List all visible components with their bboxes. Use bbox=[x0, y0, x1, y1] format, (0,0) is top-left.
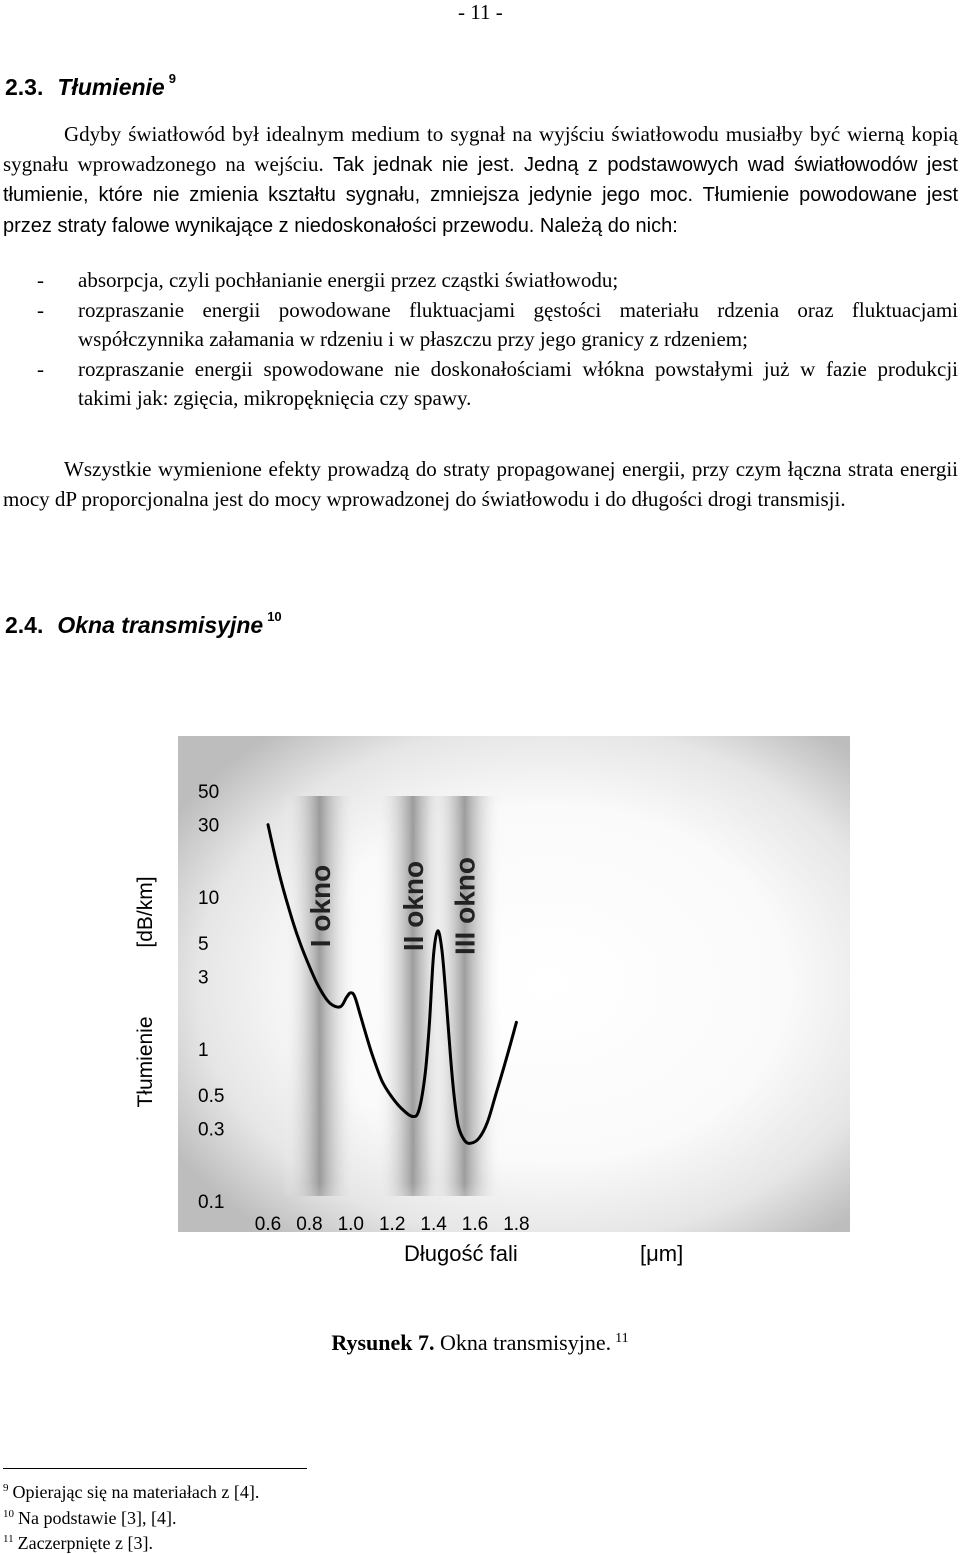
list-item: - rozpraszanie energii spowodowane nie doskonałościami włókna powstałymi już w fazie produkcji takimi jak: zgięcia, mikropęknięcia czy spawy. bbox=[37, 356, 958, 410]
section-number: 2.3. bbox=[5, 74, 44, 100]
x-axis-label: Długość fali bbox=[404, 1241, 518, 1266]
window-label-3: III okno bbox=[449, 857, 481, 955]
section-number: 2.4. bbox=[5, 612, 44, 638]
page-number: - 11 - bbox=[458, 0, 503, 24]
paragraph-text-serif: Gdyby światłowód był idealnym medium to sygnał na wyjściu światłowodu musiałby być wierną kopią sygnału wprowadzonego na wejściu. bbox=[3, 122, 958, 176]
section-title: Tłumienie bbox=[57, 74, 165, 100]
footnote-11: $^{11}$ Zaczerpnięte z [3]. bbox=[3, 1533, 153, 1553]
list-item: - absorpcja, czyli pochłanianie energii przez cząstki światłowodu; bbox=[37, 268, 619, 292]
footnote-ref: 10 bbox=[267, 609, 282, 625]
paragraph-intro bbox=[3, 120, 958, 241]
y-tick-label: 0.3 bbox=[198, 1119, 225, 1141]
chart-background bbox=[178, 736, 850, 1232]
x-tick-label: 1.6 bbox=[461, 1214, 489, 1235]
window-band-3 bbox=[427, 796, 503, 1196]
section-title: Okna transmisyjne bbox=[57, 612, 264, 638]
loss-causes-list bbox=[3, 266, 958, 414]
section-heading-2-3 bbox=[5, 71, 176, 101]
y-axis-unit: [dB/km] bbox=[134, 876, 157, 948]
caption-text: Okna transmisyjne. bbox=[440, 1330, 612, 1355]
footnote-separator bbox=[3, 1468, 307, 1469]
y-tick-label: 5 bbox=[198, 933, 209, 955]
section-heading-2-4 bbox=[5, 609, 282, 639]
footnote-9: $^9$ Opierając się na materiałach z [4]. bbox=[3, 1482, 260, 1502]
caption-label: Rysunek 7. bbox=[331, 1330, 435, 1355]
list-item: - rozpraszanie energii powodowane fluktuacjami gęstości materiału rdzenia oraz fluktuacjami współczynnika załamania w rdzeniu i w płaszczu przy jego granicy z rdzeniem; bbox=[37, 297, 958, 351]
paragraph-text-sans: Tak jednak nie jest. Jedną z podstawowych wad światłowodów jest tłumienie, które nie zmienia kształtu sygnału, zmniejsza jedynie jego moc. Tłumienie powodowane jest przez straty falowe wynikające z niedoskonałości przewodu. Należą do nich: bbox=[3, 153, 958, 237]
x-tick-label: 1.0 bbox=[337, 1214, 365, 1235]
y-axis-label: Tłumienie bbox=[134, 1016, 157, 1108]
x-tick-label: 1.4 bbox=[420, 1214, 447, 1235]
transmission-windows bbox=[282, 796, 503, 1196]
attenuation-chart bbox=[178, 736, 850, 1276]
y-tick-label: 50 bbox=[198, 782, 220, 803]
window-label-2: II okno bbox=[397, 860, 429, 952]
x-axis-unit: [μm] bbox=[640, 1241, 684, 1266]
y-tick-label: 3 bbox=[198, 967, 209, 989]
x-tick-label: 1.8 bbox=[503, 1214, 530, 1235]
footnote-ref: 9 bbox=[168, 71, 176, 87]
y-axis-label-group bbox=[131, 812, 157, 1122]
window-label-1: I okno bbox=[304, 864, 336, 948]
x-tick-label: 1.2 bbox=[378, 1214, 406, 1235]
y-tick-label: 30 bbox=[198, 815, 220, 837]
y-tick-label: 1 bbox=[198, 1040, 209, 1062]
y-tick-label: 0.5 bbox=[198, 1085, 225, 1107]
paragraph-summary: Wszystkie wymienione efekty prowadzą do straty propagowanej energii, przy czym łączna strata energii mocy dP proporcjonalna jest do mocy wprowadzonej do światłowodu i do długości drogi transmisji. bbox=[3, 457, 958, 511]
y-tick-label: 0.1 bbox=[198, 1192, 225, 1213]
figure-caption bbox=[0, 1330, 960, 1356]
footnote-ref: 11 bbox=[615, 1330, 629, 1346]
x-tick-label: 0.8 bbox=[296, 1214, 323, 1235]
footnote-10: $^{10}$ Na podstawie [3], [4]. bbox=[3, 1508, 177, 1528]
y-tick-label: 10 bbox=[198, 888, 220, 910]
x-tick-label: 0.6 bbox=[254, 1214, 282, 1235]
